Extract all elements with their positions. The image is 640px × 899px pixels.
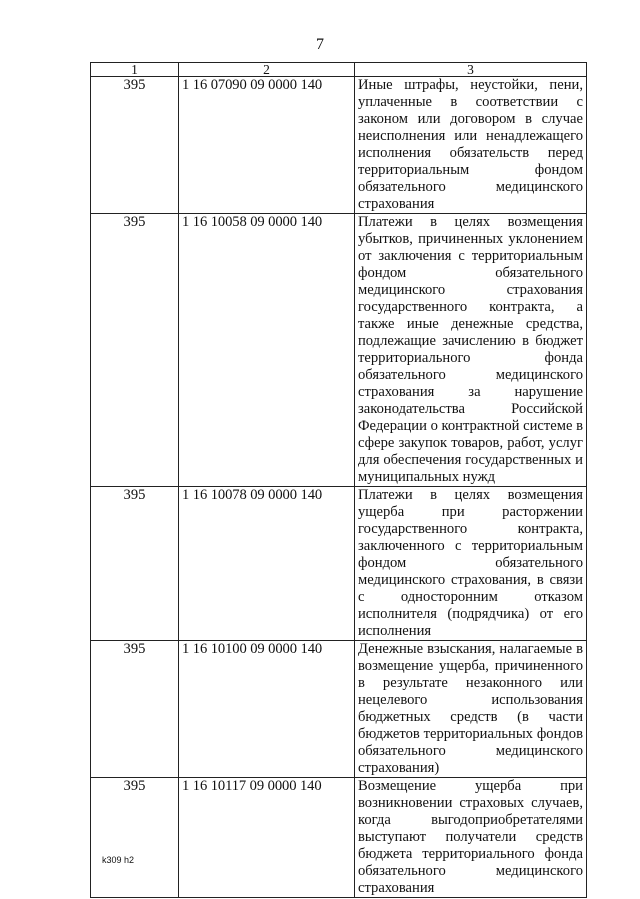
revenue-code-cell: 1 16 07090 09 0000 140 (179, 77, 355, 214)
admin-code-cell: 395 (91, 487, 179, 641)
admin-code-cell: 395 (91, 77, 179, 214)
column-header-3: 3 (355, 63, 587, 77)
admin-code-cell: 395 (91, 778, 179, 898)
revenue-code-cell: 1 16 10078 09 0000 140 (179, 487, 355, 641)
description-cell: Иные штрафы, неустойки, пени, уплаченные в соответствии с законом или договором в случае неисполнения или ненадлежащего исполнения обязательств перед территориальным фондом обязательного медицинского страхования (355, 77, 587, 214)
revenue-code-cell: 1 16 10058 09 0000 140 (179, 214, 355, 487)
document-footer-code: k309 h2 (102, 855, 135, 865)
description-cell: Платежи в целях возмещения убытков, причиненных уклонением от заключения с территориальным фондом обязательного медицинского страхования государственного контракта, а также иные денежные средства, подлежащие зачислению в бюджет территориального фонда обязательного медицинского страхования за нарушение законодательства Российской Федерации о контрактной системе в сфере закупок товаров, работ, услуг для обеспечения государственных и муниципальных нужд (355, 214, 587, 487)
description-cell: Денежные взыскания, налагаемые в возмещение ущерба, причиненного в результате незаконного или нецелевого использования бюджетных средств (в части бюджетов территориальных фондов обязательного медицинского страхования) (355, 641, 587, 778)
admin-code-cell: 395 (91, 641, 179, 778)
revenue-code-cell: 1 16 10117 09 0000 140 (179, 778, 355, 898)
table-row (91, 77, 587, 214)
table-row (91, 641, 587, 778)
table-header-row (91, 63, 587, 77)
revenue-code-cell: 1 16 10100 09 0000 140 (179, 641, 355, 778)
description-cell: Возмещение ущерба при возникновении страховых случаев, когда выгодоприобретателями выступают получатели средств бюджета территориального фонда обязательного медицинского страхования (355, 778, 587, 898)
table-row (91, 778, 587, 898)
table-row (91, 487, 587, 641)
admin-code-cell: 395 (91, 214, 179, 487)
table-row (91, 214, 587, 487)
column-header-1: 1 (91, 63, 179, 77)
codes-table (90, 62, 587, 898)
description-cell: Платежи в целях возмещения ущерба при расторжении государственного контракта, заключенного с территориальным фондом обязательного медицинского страхования, в связи с односторонним отказом исполнителя (подрядчика) от его исполнения (355, 487, 587, 641)
page-number: 7 (316, 36, 324, 53)
column-header-2: 2 (179, 63, 355, 77)
